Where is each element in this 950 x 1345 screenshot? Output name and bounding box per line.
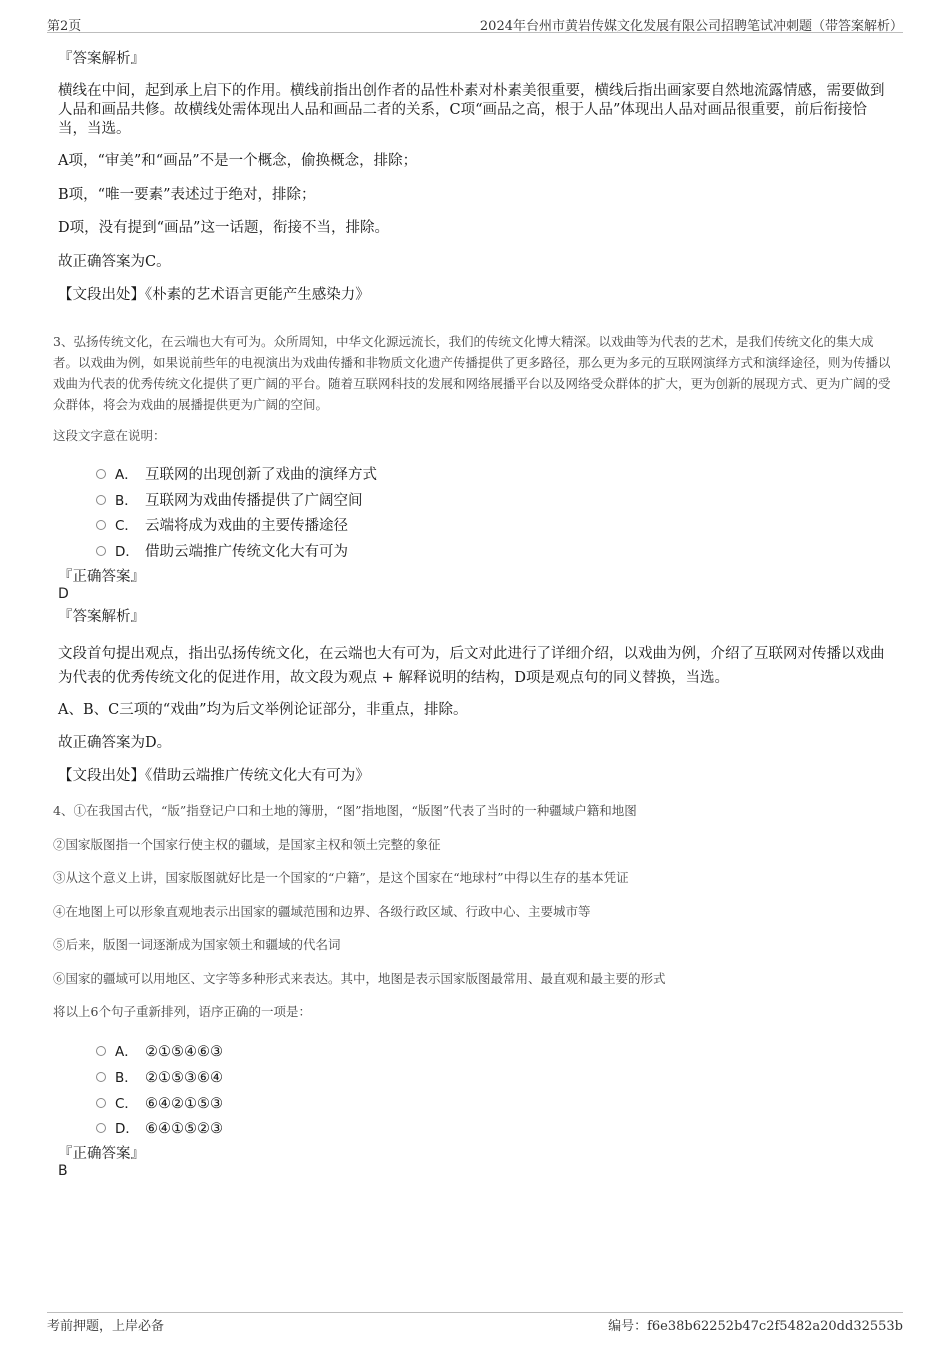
q2-conclusion: 故正确答案为C。 (58, 254, 171, 270)
q4-option-b[interactable] (96, 1066, 223, 1086)
q2-analysis-text: 横线在中间，起到承上启下的作用。横线前指出创作者的品性朴素对朴素美很重要，横线后指出画家要自然地流露情感，需要做到人品和画品共修。故横线处需体现出人品和画品二者的关系，C项“画品之高，根于人品”体现出人品对画品很重要，前后衔接恰当，当选。 (58, 83, 885, 137)
q4-sentence-5: ⑤后来，版图一词逐渐成为国家领土和疆域的代名词 (53, 937, 341, 952)
page-number: 第2页 (47, 19, 82, 34)
option-letter: D． (115, 544, 139, 560)
q3-option-a[interactable] (96, 463, 377, 484)
radio-icon[interactable] (96, 495, 106, 505)
option-letter: B． (115, 493, 138, 509)
radio-icon[interactable] (96, 1046, 106, 1056)
q4-option-c[interactable] (96, 1092, 223, 1112)
radio-icon[interactable] (96, 1072, 106, 1082)
option-letter: B． (115, 1070, 138, 1086)
q2-note-a: A项，“审美”和“画品”不是一个概念，偷换概念，排除； (58, 153, 418, 169)
radio-icon[interactable] (96, 1123, 106, 1133)
q3-analysis-label: 『答案解析』 (58, 609, 145, 625)
q2-analysis-label: 『答案解析』 (58, 51, 145, 67)
option-text: 互联网的出现创新了戏曲的演绎方式 (145, 467, 377, 483)
option-letter: C． (115, 518, 138, 534)
q3-answer-label: 『正确答案』 (58, 569, 145, 585)
q3-note-abc: A、B、C三项的“戏曲”均为后文举例论证部分，非重点，排除。 (58, 702, 468, 718)
q3-conclusion: 故正确答案为D。 (58, 735, 172, 751)
option-text: ⑥④②①⑤③ (145, 1096, 223, 1112)
option-letter: D． (115, 1121, 139, 1137)
q4-sentence-2: ②国家版图指一个国家行使主权的疆域，是国家主权和领土完整的象征 (53, 837, 441, 852)
option-letter: C． (115, 1096, 138, 1112)
q3-stem: 3、弘扬传统文化，在云端也大有可为。众所周知，中华文化源远流长，我们的传统文化博大精深。以戏曲等为代表的艺术，是我们传统文化的集大成者。以戏曲为例，如果说前些年的电视演出为戏曲传播和非物质文化遗产传播提供了更多路径，那么更为多元的互联网演绎方式和演绎途径，则为传播以戏曲为代表的优秀传统文化提供了更广阔的平台。随着互联网科技的发展和网络展播平台以及网络受众群体的扩大，更为创新的展现方式、更为广阔的受众群体，将会为戏曲的展播提供更为广阔的空间。 (53, 334, 891, 412)
radio-icon[interactable] (96, 520, 106, 530)
q2-note-d: D项，没有提到“画品”这一话题，衔接不当，排除。 (58, 220, 389, 236)
radio-icon[interactable] (96, 546, 106, 556)
q2-source: 【文段出处】《朴素的艺术语言更能产生感染力》 (58, 287, 370, 303)
option-text: ②①⑤④⑥③ (145, 1044, 223, 1060)
q4-sentence-4: ④在地图上可以形象直观地表示出国家的疆域范围和边界、各级行政区域、行政中心、主要城市等 (53, 904, 591, 919)
q4-answer-label: 『正确答案』 (58, 1146, 145, 1162)
q4-answer: B (58, 1163, 68, 1179)
page-header (47, 14, 903, 33)
q4-sentence-1: 4、①在我国古代，“版”指登记户口和土地的簿册，“图”指地图，“版图”代表了当时的一种疆域户籍和地图 (53, 803, 637, 818)
q4-sentence-6: ⑥国家的疆域可以用地区、文字等多种形式来表达。其中，地图是表示国家版图最常用、最直观和最主要的形式 (53, 971, 666, 986)
q3-option-c[interactable] (96, 514, 348, 535)
document-title: 2024年台州市黄岩传媒文化发展有限公司招聘笔试冲刺题（带答案解析） (479, 19, 903, 34)
q2-note-b: B项，“唯一要素”表述过于绝对，排除； (58, 187, 316, 203)
footer-slogan: 考前押题，上岸必备 (47, 1319, 165, 1334)
q3-source: 【文段出处】《借助云端推广传统文化大有可为》 (58, 768, 370, 784)
radio-icon[interactable] (96, 469, 106, 479)
option-text: 互联网为戏曲传播提供了广阔空间 (145, 493, 363, 509)
radio-icon[interactable] (96, 1098, 106, 1108)
option-letter: A． (115, 1044, 138, 1060)
option-text: ②①⑤③⑥④ (145, 1070, 223, 1086)
q3-question: 这段文字意在说明： (53, 428, 166, 443)
footer-serial: 编号：f6e38b62252b47c2f5482a20dd32553b (608, 1319, 903, 1334)
q4-option-a[interactable] (96, 1040, 223, 1060)
option-text: 云端将成为戏曲的主要传播途径 (145, 518, 348, 534)
q3-answer: D (58, 586, 69, 602)
q3-analysis-text: 文段首句提出观点，指出弘扬传统文化，在云端也大有可为，后文对此进行了详细介绍，以戏曲为例，介绍了互联网对传播以戏曲为代表的优秀传统文化的促进作用，故文段为观点 + 解释说明的结构，D项是观点句的同义替换，当选。 (58, 646, 885, 686)
q3-option-b[interactable] (96, 489, 363, 510)
q4-question: 将以上6个句子重新排列，语序正确的一项是： (53, 1004, 311, 1019)
page-footer (47, 1312, 903, 1335)
option-text: ⑥④①⑤②③ (145, 1121, 223, 1137)
q4-sentence-3: ③从这个意义上讲，国家版图就好比是一个国家的“户籍”，是这个国家在“地球村”中得以生存的基本凭证 (53, 870, 629, 885)
option-text: 借助云端推广传统文化大有可为 (145, 544, 348, 560)
q3-option-d[interactable] (96, 540, 348, 561)
q4-option-d[interactable] (96, 1117, 223, 1137)
option-letter: A． (115, 467, 138, 483)
